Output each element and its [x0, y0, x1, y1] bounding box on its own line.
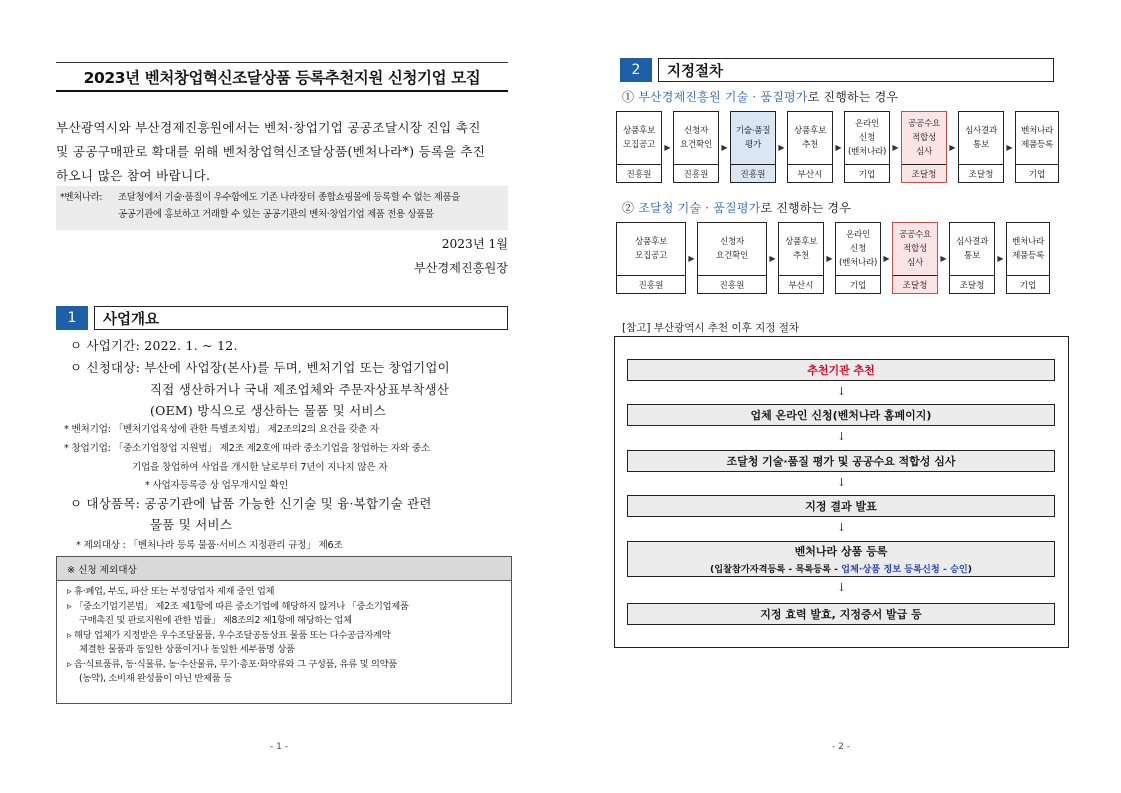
overview-note: * 제외대상 : 「벤처나라 등록 물품·서비스 지정관리 규정」 제6조	[76, 540, 343, 551]
section-2-header	[620, 58, 1054, 82]
flow-step-label: 기술·품질 평가	[731, 112, 775, 164]
case-number: ①	[622, 90, 639, 104]
flow-step-label: 심사결과 통보	[964, 126, 997, 150]
flow-step	[673, 111, 719, 183]
flow-arrow-icon: ▶	[664, 142, 671, 152]
intro-line: 및 공공구매판로 확대를 위해 벤처창업혁신조달상품(벤처나라*) 등록을 추진	[56, 144, 486, 159]
procedure-step-title: 지정 효력 발효, 지정증서 발급 등	[760, 608, 922, 621]
flow-arrow-icon: ▶	[949, 142, 956, 152]
flow-step-agent: 기업	[1016, 164, 1058, 182]
flow-step-agent: 진흥원	[617, 275, 685, 293]
document-title: 2023년 벤처창업혁신조달상품 등록추천지원 신청기업 모집	[56, 62, 508, 92]
case-number: ②	[622, 201, 639, 215]
exclusion-item: (농약), 소비재 완성품이 아닌 반제품 등	[79, 673, 232, 684]
case-suffix: 로 진행하는 경우	[760, 201, 852, 215]
down-arrow-icon: ↓	[836, 521, 847, 534]
overview-note: * 벤처기업: 「벤처기업육성에 관한 특별조치법」 제2조의2의 요건을 갖춘 자	[64, 424, 379, 435]
exclusion-item: ▹ 휴·폐업, 부도, 파산 또는 부정당업자 제재 중인 업체	[67, 586, 275, 597]
case-2-flow	[616, 222, 1050, 294]
case-eval: 품질평가	[760, 90, 808, 104]
flow-step-agent: 부산시	[788, 164, 832, 182]
procedure-step	[627, 495, 1055, 517]
section-title: 지정절차	[658, 58, 1054, 82]
procedure-step	[627, 603, 1055, 625]
section-number: 2	[620, 58, 652, 82]
procedure-step	[627, 450, 1055, 472]
exclusion-item: ▹ 음·식료품류, 동·식물류, 농·수산물류, 무기·총포·화약류와 그 구성품, 유류 및 의약품	[67, 658, 397, 670]
flow-step	[787, 111, 833, 183]
flow-step-agent: 진흥원	[617, 164, 661, 182]
flow-step-agent: 기업	[845, 164, 889, 182]
flow-arrow-icon: ▶	[1006, 142, 1013, 152]
case-2-title	[622, 199, 851, 216]
flow-step-agent: 기업	[1007, 275, 1049, 293]
case-mid: 기술 ·	[720, 90, 761, 104]
case-1-flow	[616, 111, 1059, 183]
exclusion-item: ▹ 해당 업체가 지정받은 우수조달물품, 우수조달공동상표 물품 또는 다수공급자계약	[67, 629, 391, 641]
exclusion-item: 구매촉진 및 판로지원에 관한 법률」 제8조의2 제1항에 해당하는 업체	[79, 615, 352, 626]
flow-step-label: 온라인 신청 (벤처나라)	[838, 230, 878, 268]
case-1-title	[622, 88, 898, 105]
flow-arrow-icon: ▶	[835, 142, 842, 152]
flow-step	[616, 111, 662, 183]
flow-step	[730, 111, 776, 183]
case-eval: 품질평가	[713, 201, 761, 215]
flow-step-label: 공공수요 적합성 심사	[902, 112, 946, 164]
flow-arrow-icon: ▶	[721, 142, 728, 152]
overview-note: 기업을 창업하여 사업을 개시한 날로부터 7년이 지나지 않은 자	[132, 462, 388, 473]
page-number: - 2 -	[832, 742, 850, 752]
procedure-step-title: 벤처나라 상품 등록	[794, 545, 888, 558]
note-line: 공공기관에 홍보하고 거래할 수 있는 공공기관의 벤처·창업기업 제품 전용 상품몰	[118, 209, 434, 220]
procedure-step	[627, 359, 1055, 381]
flow-step-label: 상품후보 모집공고	[634, 237, 667, 261]
down-arrow-icon: ↓	[836, 581, 847, 594]
exclusion-heading: ※ 신청 제외대상	[57, 557, 511, 581]
flow-step	[697, 222, 767, 294]
flow-arrow-icon: ▶	[997, 253, 1004, 263]
flow-step-label: 벤처나라 제품등록	[1020, 126, 1053, 150]
flow-arrow-icon: ▶	[688, 253, 695, 263]
flow-step	[778, 222, 824, 294]
down-arrow-icon: ↓	[836, 476, 847, 489]
section-number: 1	[56, 306, 88, 330]
flow-arrow-icon: ▶	[769, 253, 776, 263]
flow-arrow-icon: ▶	[826, 253, 833, 263]
note-line: 조달청에서 기술·품질이 우수함에도 기존 나라장터 종합쇼핑몰에 등록할 수 없는 제품을	[118, 192, 461, 203]
flow-step-agent: 진흥원	[674, 164, 718, 182]
exclusion-item: ▹ 「중소기업기본법」 제2조 제1항에 따른 중소기업에 해당하지 않거나 「중소기업제품	[67, 600, 409, 612]
flow-step	[844, 111, 890, 183]
overview-line: ㅇ 대상품목: 공공기관에 납품 가능한 신기술 및 융·복합기술 관련	[70, 496, 432, 511]
exclusion-list	[57, 581, 511, 687]
case-suffix: 로 진행하는 경우	[807, 90, 899, 104]
flow-step	[1006, 222, 1050, 294]
flow-step-agent: 기업	[836, 275, 880, 293]
procedure-step-title: 추천기관 추천	[807, 364, 875, 377]
case-org: 조달청	[638, 201, 674, 215]
flow-step-label: 상품후보 모집공고	[622, 126, 655, 150]
procedure-step	[627, 541, 1055, 577]
note-text	[118, 189, 504, 223]
flow-step-label: 상품후보 추천	[784, 237, 817, 261]
flow-step-label: 신청자 요건확인	[679, 126, 712, 150]
reference-procedure-box	[614, 336, 1069, 648]
intro-line: 하오니 많은 참여 바랍니다.	[56, 168, 211, 183]
flow-step-agent: 조달청	[959, 164, 1003, 182]
flow-step	[901, 111, 947, 183]
flow-step-agent: 진흥원	[698, 275, 766, 293]
signature-block	[414, 232, 508, 280]
down-arrow-icon: ↓	[836, 430, 847, 443]
overview-line: 직접 생산하거나 국내 제조업체와 주문자상표부착생산	[150, 382, 450, 397]
page-number: - 1 -	[270, 742, 288, 752]
flow-step-label: 벤처나라 제품등록	[1011, 237, 1044, 261]
flow-step-label: 상품후보 추천	[793, 126, 826, 150]
exclusion-item: 체결한 물품과 동일한 상품이거나 동일한 세부품명 상품	[79, 644, 295, 655]
flow-step	[1015, 111, 1059, 183]
down-arrow-icon: ↓	[836, 385, 847, 398]
flow-arrow-icon: ▶	[940, 253, 947, 263]
case-mid: 기술 ·	[673, 201, 714, 215]
section-title: 사업개요	[94, 306, 508, 330]
intro-paragraph	[56, 116, 512, 188]
flow-arrow-icon: ▶	[892, 142, 899, 152]
case-org: 부산경제진흥원	[638, 90, 721, 104]
flow-step	[949, 222, 995, 294]
overview-note: * 사업자등록증 상 업무개시일 확인	[145, 480, 288, 491]
procedure-step	[627, 404, 1055, 426]
flow-step-agent: 조달청	[902, 164, 946, 182]
overview-line: ㅇ 신청대상: 부산에 사업장(본사)를 두며, 벤처기업 또는 창업기업이	[70, 360, 450, 375]
flow-arrow-icon: ▶	[883, 253, 890, 263]
overview-note: * 창업기업: 「중소기업창업 지원법」 제2조 제2호에 따라 중소기업을 창업하는 자와 중소	[64, 443, 430, 454]
flow-arrow-icon: ▶	[778, 142, 785, 152]
flow-step-label: 심사결과 통보	[955, 237, 988, 261]
section-1-header	[56, 306, 508, 330]
overview-line: 물품 및 서비스	[150, 517, 233, 532]
flow-step-label: 온라인 신청 (벤처나라)	[847, 119, 887, 157]
procedure-step-title: 지정 결과 발표	[805, 500, 877, 513]
issuing-organization: 부산경제진흥원장	[413, 261, 508, 275]
overview-line: (OEM) 방식으로 생산하는 물품 및 서비스	[150, 403, 387, 418]
flow-step	[958, 111, 1004, 183]
venture-nara-note	[56, 186, 508, 230]
flow-step-agent: 조달청	[893, 275, 937, 293]
announcement-date: 2023년 1월	[441, 237, 508, 251]
procedure-step-title: 조달청 기술·품질 평가 및 공공수요 적합성 심사	[726, 455, 956, 468]
overview-line: ㅇ 사업기간: 2022. 1. ~ 12.	[70, 338, 238, 353]
intro-line: 부산광역시와 부산경제진흥원에서는 벤처·창업기업 공공조달시장 진입 촉진	[56, 120, 481, 135]
flow-step	[835, 222, 881, 294]
note-label: *벤처나라:	[60, 192, 103, 203]
flow-step-label: 신청자 요건확인	[715, 237, 748, 261]
flow-step	[616, 222, 686, 294]
flow-step-label: 공공수요 적합성 심사	[893, 223, 937, 275]
flow-step	[892, 222, 938, 294]
reference-label: [참고] 부산광역시 추천 이후 지정 절차	[622, 322, 800, 334]
exclusion-box	[56, 556, 512, 704]
procedure-step-detail: (입찰참가자격등록 - 목록등록 - 업체·상품 정보 등록신청 - 승인)	[710, 564, 972, 575]
flow-step-agent: 부산시	[779, 275, 823, 293]
flow-step-agent: 진흥원	[731, 164, 775, 182]
procedure-step-title: 업체 온라인 신청(벤처나라 홈페이지)	[750, 409, 932, 422]
flow-step-agent: 조달청	[950, 275, 994, 293]
